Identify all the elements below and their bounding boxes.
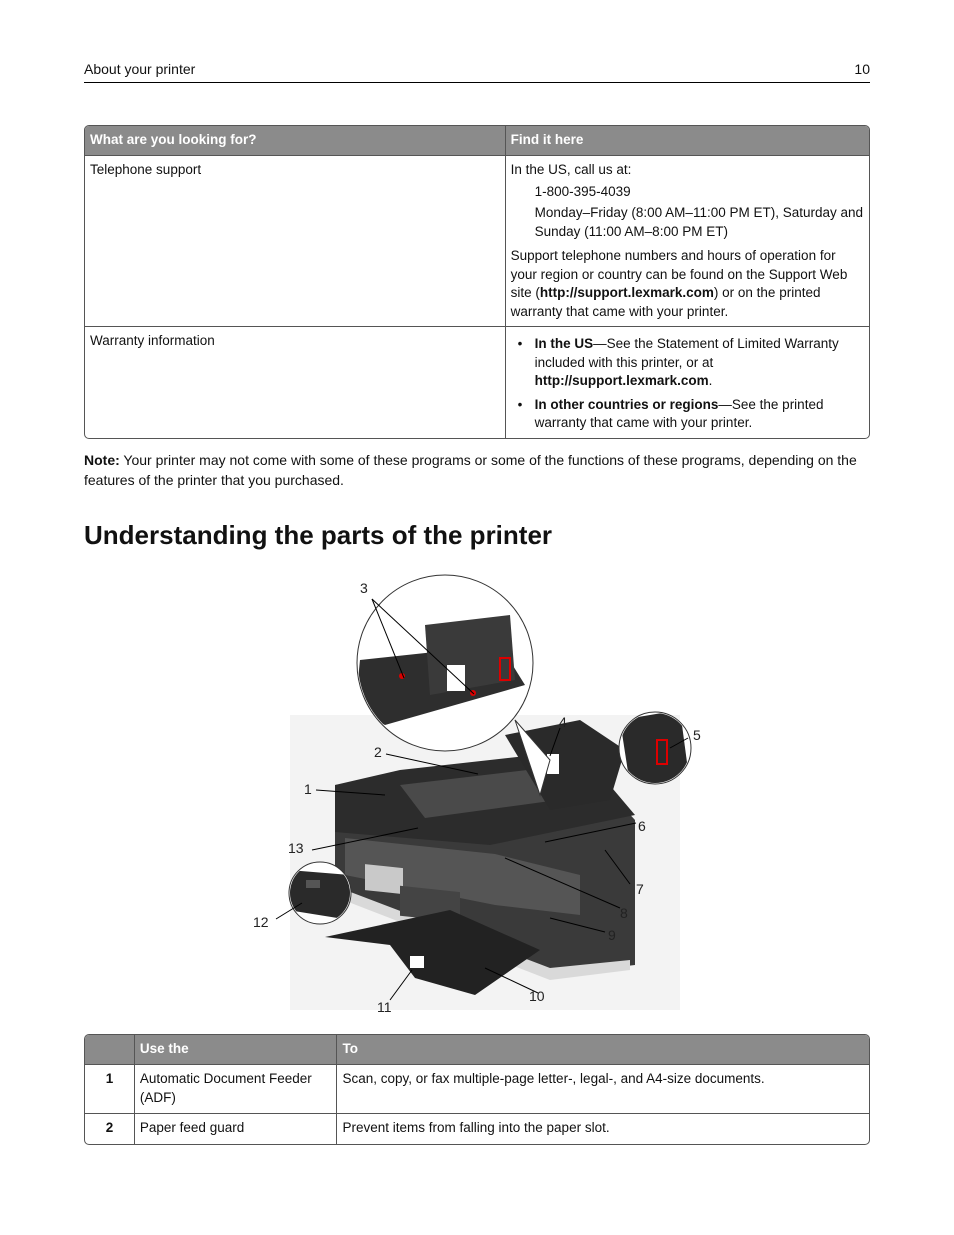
callout-1: 1 bbox=[304, 781, 312, 797]
tray-stop bbox=[410, 956, 424, 968]
row-label: Warranty information bbox=[90, 333, 215, 348]
callout-12: 12 bbox=[253, 914, 269, 930]
callout-11: 11 bbox=[377, 999, 392, 1015]
warranty-link[interactable]: http://support.lexmark.com bbox=[534, 373, 709, 388]
display-screen bbox=[365, 864, 403, 894]
column-header bbox=[85, 1035, 134, 1065]
column-header: Find it here bbox=[505, 126, 869, 156]
part-purpose: Prevent items from falling into the paper slot. bbox=[336, 1114, 869, 1144]
callout-2: 2 bbox=[374, 744, 382, 760]
part-number: 1 bbox=[85, 1065, 134, 1114]
callout-7: 7 bbox=[636, 881, 644, 897]
support-link[interactable]: http://support.lexmark.com bbox=[539, 285, 714, 300]
part-name: Paper feed guard bbox=[134, 1114, 337, 1144]
table-row bbox=[85, 327, 869, 438]
bullet-icon: • bbox=[517, 396, 523, 412]
warranty-cell bbox=[505, 327, 869, 438]
telephone-cell bbox=[505, 156, 869, 327]
callout-8: 8 bbox=[620, 905, 628, 921]
note-text: Your printer may not come with some of these programs or some of the functions of these programs, depending on the features of the printer that you purchased. bbox=[84, 452, 857, 488]
section-heading: Understanding the parts of the printer bbox=[84, 520, 553, 550]
callout-10: 10 bbox=[529, 988, 545, 1004]
callout-4: 4 bbox=[559, 714, 567, 730]
callout-3: 3 bbox=[360, 580, 368, 596]
telephone-hours: Monday–Friday (8:00 AM–11:00 PM ET), Saturday and Sunday (11:00 AM–8:00 PM ET) bbox=[534, 205, 864, 239]
table-row bbox=[85, 156, 869, 327]
support-text: Support telephone numbers and hours of operation for your region or country can be found on the Support Web site (http://support.lexmark.com) or on the printed warranty that came with your printer. bbox=[510, 248, 848, 319]
list-item: • In the US—See the Statement of Limited Warranty included with this printer, or at http://support.lexmark.com. bbox=[517, 336, 839, 388]
page-number: 10 bbox=[854, 61, 870, 77]
column-header: To bbox=[336, 1035, 869, 1065]
callout-6: 6 bbox=[638, 818, 646, 834]
bullet-icon: • bbox=[517, 336, 523, 351]
printer-illustration bbox=[250, 570, 710, 1020]
note-label: Note: bbox=[84, 452, 120, 468]
callout-13: 13 bbox=[288, 840, 304, 856]
table-row bbox=[85, 1114, 869, 1144]
table-row bbox=[85, 1065, 869, 1114]
column-header: Use the bbox=[134, 1035, 337, 1065]
list-item: • In other countries or regions—See the printed warranty that came with your printer. bbox=[517, 396, 824, 430]
telephone-intro: In the US, call us at: bbox=[510, 162, 632, 177]
callout-9: 9 bbox=[608, 927, 616, 943]
callout-5: 5 bbox=[693, 727, 701, 743]
telephone-number: 1-800-395-4039 bbox=[534, 183, 631, 199]
part-purpose: Scan, copy, or fax multiple-page letter-, legal-, and A4-size documents. bbox=[336, 1065, 869, 1114]
row-label: Telephone support bbox=[85, 156, 505, 327]
printer-parts-figure bbox=[250, 570, 710, 1020]
part-number: 2 bbox=[105, 1120, 114, 1135]
section-title-running: About your printer bbox=[84, 61, 196, 77]
part-name: Automatic Document Feeder (ADF) bbox=[134, 1065, 337, 1114]
note-paragraph bbox=[84, 450, 870, 490]
page-header bbox=[84, 60, 870, 83]
parts-table bbox=[84, 1034, 870, 1145]
column-header: What are you looking for? bbox=[85, 126, 505, 156]
help-table bbox=[84, 125, 870, 439]
